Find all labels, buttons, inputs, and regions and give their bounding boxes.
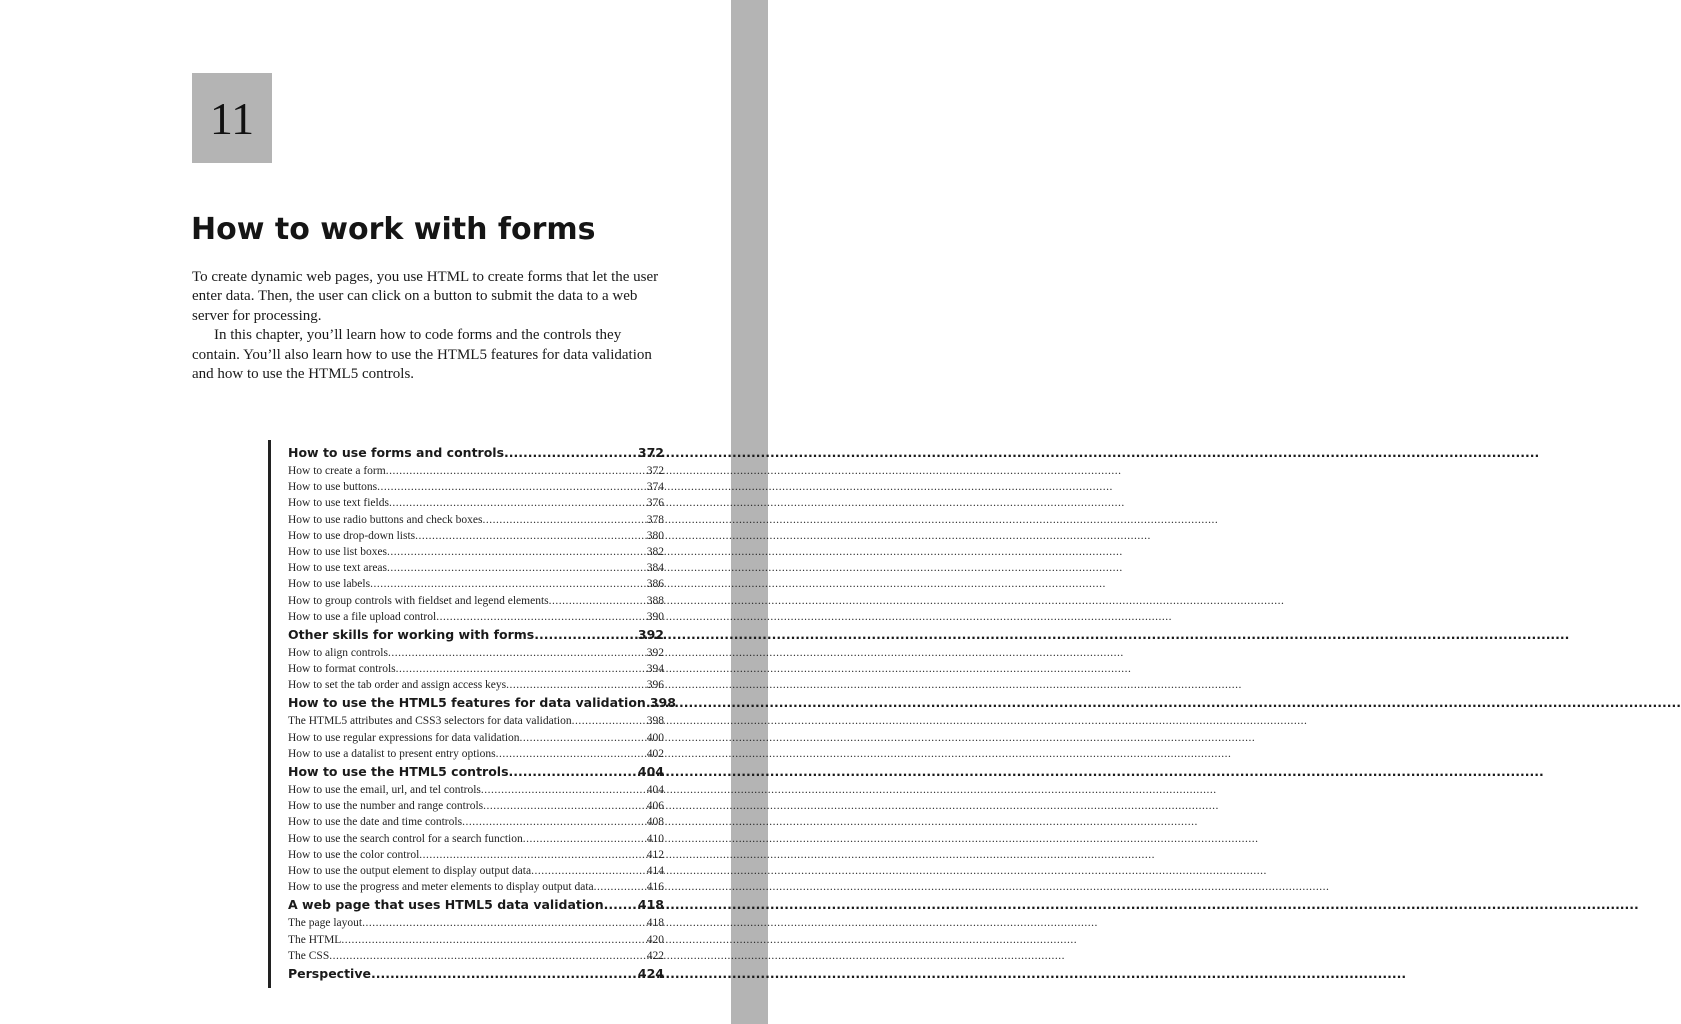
chapter-number-box	[192, 73, 272, 163]
toc-page-number: 418	[637, 897, 664, 913]
toc-dot-leader	[483, 798, 647, 814]
toc-dot-leader	[531, 863, 647, 879]
toc-topic-entry	[288, 512, 664, 528]
toc-dot-leader	[387, 560, 647, 576]
toc-topic-entry	[288, 544, 664, 560]
toc-dot-leader	[572, 713, 647, 729]
toc-page-number: 392	[637, 626, 664, 642]
toc-topic-entry	[288, 593, 664, 609]
toc-dot-leader	[604, 895, 638, 915]
toc-page-number: 408	[646, 816, 664, 829]
toc-entry-label: How to group controls with fieldset and legend elements	[288, 594, 549, 607]
toc-dot-leader	[436, 609, 647, 625]
toc-page-number: 406	[646, 800, 664, 813]
toc-dot-leader	[549, 593, 647, 609]
toc-dot-leader	[509, 762, 638, 782]
toc-entry-label: How to use buttons	[288, 481, 378, 494]
toc-section-entry	[288, 964, 664, 984]
toc-dot-leader	[387, 544, 647, 560]
toc-entry-label: How to use the number and range controls	[288, 800, 484, 813]
toc-page-number: 416	[646, 881, 664, 894]
toc-page-number: 392	[646, 646, 664, 659]
toc-dot-leader	[388, 645, 647, 661]
toc-dot-leader	[523, 831, 647, 847]
toc-topic-entry	[288, 576, 664, 592]
toc-page-number: 398	[649, 695, 676, 711]
toc-entry-label: How to use drop-down lists	[288, 529, 416, 542]
toc-dot-leader	[396, 661, 647, 677]
toc-topic-entry	[288, 713, 664, 729]
toc-topic-entry	[288, 932, 664, 948]
toc-entry-label: How to use a datalist to present entry options	[288, 747, 496, 760]
toc-entry-label: How to format controls	[288, 663, 396, 676]
toc-list	[288, 443, 676, 984]
toc-entry-label: The HTML	[288, 933, 342, 946]
toc-topic-entry	[288, 798, 664, 814]
toc-entry-label: How to use forms and controls	[288, 445, 505, 460]
chapter-number: 11	[209, 92, 255, 144]
toc-topic-entry	[288, 782, 664, 798]
toc-dot-leader	[496, 746, 647, 762]
toc-dot-leader	[481, 782, 647, 798]
toc-dot-leader	[415, 528, 647, 544]
toc-page-number: 382	[646, 545, 664, 558]
toc-page-number: 380	[646, 529, 664, 542]
toc-topic-entry	[288, 814, 664, 830]
toc-entry-label: How to use list boxes	[288, 545, 388, 558]
toc-entry-label: How to create a form	[288, 465, 386, 477]
toc-dot-leader	[329, 948, 647, 964]
toc-dot-leader	[371, 964, 638, 984]
toc-section-entry	[288, 443, 664, 463]
toc-dot-leader	[483, 512, 647, 528]
toc-entry-label: The HTML5 attributes and CSS3 selectors for data validation	[288, 715, 572, 728]
toc-section-entry	[288, 625, 664, 645]
toc-page-number: 412	[646, 848, 664, 861]
toc-page-number: 402	[646, 747, 664, 760]
toc-page-number: 398	[646, 715, 664, 728]
toc-topic-entry	[288, 479, 664, 495]
toc-page-number: 400	[646, 731, 664, 744]
toc-topic-entry	[288, 831, 664, 847]
toc-dot-leader	[504, 443, 638, 463]
intro-paragraph-2: In this chapter, you’ll learn how to code forms and the controls they contain. You’ll also learn how to use the HTML5 features for data validation and how to use the HTML5 controls.	[192, 327, 652, 383]
toc-dot-leader	[534, 625, 638, 645]
toc-page-number: 404	[637, 764, 664, 779]
toc-topic-entry	[288, 915, 664, 931]
toc-entry-label: Perspective	[288, 965, 371, 981]
toc-entry-label: How to use text areas	[288, 562, 387, 575]
toc-page-number: 372	[646, 465, 664, 477]
toc-entry-label: The CSS	[288, 949, 330, 962]
toc-section-entry	[288, 895, 664, 915]
toc-page-number: 420	[646, 933, 664, 946]
toc-dot-leader	[341, 932, 646, 948]
toc-topic-entry	[288, 528, 664, 544]
toc-topic-entry	[288, 560, 664, 576]
toc-entry-label: The page layout	[288, 917, 363, 930]
toc-topic-entry	[288, 847, 664, 863]
toc-entry-label: How to use the search control for a search function	[288, 832, 523, 845]
toc-topic-entry	[288, 463, 664, 479]
toc-topic-entry	[288, 677, 664, 693]
toc-dot-leader	[419, 847, 646, 863]
toc-page-number: 386	[646, 578, 664, 591]
toc-topic-entry	[288, 661, 664, 677]
toc-topic-entry	[288, 879, 664, 895]
toc-dot-leader	[389, 495, 647, 511]
toc-page-number: 418	[646, 917, 664, 930]
toc-dot-leader	[370, 576, 647, 592]
toc-entry-label: How to use the HTML5 features for data validation	[288, 695, 646, 711]
toc-entry-label: How to use the color control	[288, 848, 420, 861]
toc-page-number: 388	[646, 594, 664, 607]
toc-entry-label: How to use the progress and meter elements to display output data	[288, 881, 594, 894]
toc-topic-entry	[288, 645, 664, 661]
toc-entry-label: How to use the HTML5 controls	[288, 764, 509, 779]
toc-dot-leader	[594, 879, 647, 895]
toc-page-number: 372	[637, 445, 664, 460]
intro-paragraph-1: To create dynamic web pages, you use HTML to create forms that let the user enter data. Then, the user can click on a button to submit the data to a web server for processing.	[192, 269, 659, 324]
toc-page-number: 384	[646, 562, 664, 575]
toc-page-number: 394	[646, 663, 664, 676]
toc-section-entry	[288, 762, 664, 782]
toc-entry-label: How to align controls	[288, 646, 388, 659]
toc-dot-leader	[377, 479, 647, 495]
toc-topic-entry	[288, 495, 664, 511]
toc-dot-leader	[386, 463, 647, 479]
toc-entry-label: A web page that uses HTML5 data validation	[288, 897, 604, 913]
toc-entry-label: How to use the email, url, and tel controls	[288, 784, 481, 796]
toc-dot-leader	[506, 677, 647, 693]
toc-topic-entry	[288, 863, 664, 879]
toc-entry-label: How to use text fields	[288, 497, 389, 510]
toc-entry-label: How to use the date and time controls	[288, 816, 463, 829]
toc-dot-leader	[362, 915, 647, 931]
toc-page-number: 390	[646, 610, 664, 623]
toc-dot-leader	[520, 730, 647, 746]
toc-dot-leader	[462, 814, 647, 830]
toc-topic-entry	[288, 948, 664, 964]
table-of-contents	[268, 440, 676, 988]
toc-page-number: 378	[646, 513, 664, 526]
toc-page-number: 410	[646, 832, 664, 845]
toc-entry-label: How to use regular expressions for data validation	[288, 731, 520, 744]
toc-section-entry	[288, 693, 676, 713]
toc-page-number: 376	[646, 497, 664, 510]
toc-entry-label: How to use a file upload control	[288, 610, 437, 623]
toc-entry-label: How to use radio buttons and check boxes	[288, 513, 483, 526]
toc-entry-label: How to use the output element to display output data	[288, 864, 532, 877]
toc-page-number: 404	[646, 784, 664, 796]
toc-topic-entry	[288, 609, 664, 625]
chapter-intro	[192, 268, 662, 384]
toc-topic-entry	[288, 730, 664, 746]
toc-page-number: 374	[646, 481, 664, 494]
chapter-title: How to work with forms	[191, 212, 596, 247]
toc-page-number: 396	[646, 679, 664, 692]
toc-page-number: 414	[646, 864, 664, 877]
toc-topic-entry	[288, 746, 664, 762]
toc-entry-label: How to set the tab order and assign access keys	[288, 679, 507, 692]
toc-entry-label: Other skills for working with forms	[288, 626, 535, 642]
toc-page-number: 424	[637, 965, 664, 981]
toc-page-number: 422	[646, 949, 664, 962]
toc-entry-label: How to use labels	[288, 578, 371, 591]
